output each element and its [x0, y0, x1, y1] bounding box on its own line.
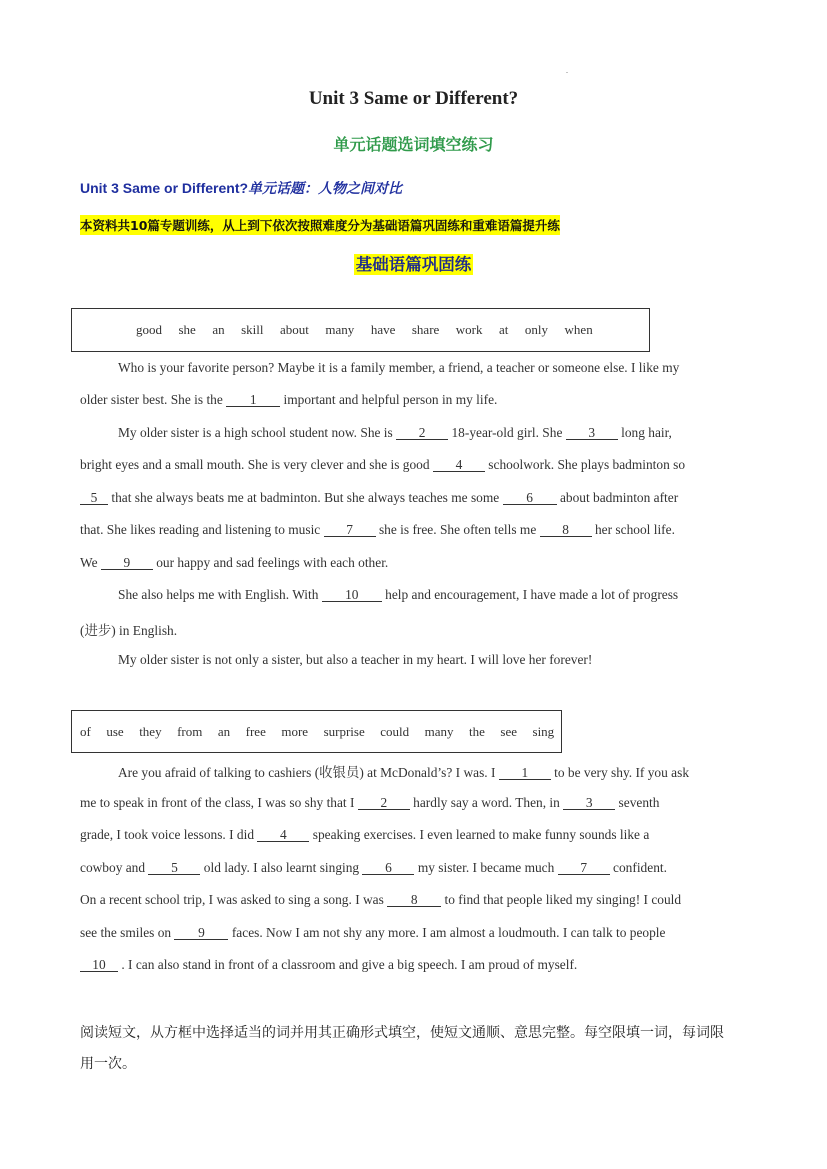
topic-line	[80, 178, 402, 198]
word-bank-word: she	[178, 322, 196, 337]
word-bank-word: from	[177, 723, 203, 739]
answer-blank[interactable]: 9	[101, 556, 153, 570]
word-bank-word: skill	[241, 322, 264, 337]
word-bank-word: sing	[532, 723, 555, 739]
passage1-line: that. She likes reading and listening to music 7 she is free. She often tells me 8 her school life.	[80, 522, 675, 537]
passage1-line: My older sister is not only a sister, but also a teacher in my heart. I will love her forever!	[118, 652, 593, 667]
word-bank-word: see	[500, 723, 518, 739]
section-heading	[0, 251, 827, 275]
word-bank-word: work	[455, 322, 483, 337]
answer-blank[interactable]: 2	[396, 426, 448, 440]
passage1-line: bright eyes and a small mouth. She is very clever and she is good 4 schoolwork. She plays badminton so	[80, 457, 686, 472]
answer-blank[interactable]: 4	[257, 828, 309, 842]
answer-blank[interactable]: 10	[80, 958, 118, 972]
passage2-line: 10 . I can also stand in front of a classroom and give a big speech. I am proud of myself.	[80, 957, 577, 973]
passage1-line: (进步) in English.	[80, 623, 178, 638]
answer-blank[interactable]: 2	[358, 796, 410, 810]
instructions-line: 阅读短文，从方框中选择适当的词并用其正确形式填空，使短文通顺、意思完整。每空限填一词，每词限	[80, 1025, 724, 1041]
topic-theme: 单元话题：人物之间对比	[248, 181, 403, 197]
section-heading-text: 基础语篇巩固练	[355, 255, 472, 274]
word-bank-word: about	[280, 322, 309, 337]
passage1-line: My older sister is a high school student now. She is 2 18-year-old girl. She 3 long hair,	[118, 425, 672, 440]
word-bank-word: share	[411, 322, 440, 337]
word-bank-word: many	[325, 322, 355, 337]
passage2-line: Are you afraid of talking to cashiers (收银员) at McDonald’s? I was. I 1 to be very shy. If you ask	[118, 765, 690, 780]
word-bank-word: surprise	[323, 723, 365, 739]
passage2-line: grade, I took voice lessons. I did 4 speaking exercises. I even learned to make funny sounds like a	[80, 827, 650, 842]
answer-blank[interactable]: 3	[563, 796, 615, 810]
passage1-line: Who is your favorite person? Maybe it is a family member, a friend, a teacher or someone else. I like my	[118, 360, 680, 375]
answer-blank[interactable]: 1	[226, 393, 280, 407]
word-bank-word: an	[212, 322, 225, 337]
word-bank-word: they	[139, 723, 162, 739]
passage1-line: 5 that she always beats me at badminton. But she always teaches me some 6 about badminton after	[80, 490, 678, 506]
answer-blank[interactable]: 7	[324, 523, 376, 537]
answer-blank[interactable]: 7	[558, 861, 610, 875]
answer-blank[interactable]: 6	[362, 861, 414, 875]
word-bank-word: of	[80, 723, 91, 739]
notice-banner: 本资料共10篇专题训练，从上到下依次按照难度分为基础语篇巩固练和重难语篇提升练	[80, 215, 560, 235]
answer-blank[interactable]: 1	[499, 766, 551, 780]
page-subtitle: 单元话题选词填空练习	[333, 135, 494, 154]
word-bank-2	[71, 710, 562, 753]
word-bank-word: free	[245, 723, 266, 739]
page-title: Unit 3 Same or Different?	[308, 88, 519, 109]
word-bank-word: many	[424, 723, 454, 739]
answer-blank[interactable]: 8	[387, 893, 441, 907]
answer-blank[interactable]: 6	[503, 491, 557, 505]
word-bank-word: an	[217, 723, 231, 739]
passage1-line: We 9 our happy and sad feelings with each other.	[80, 555, 389, 570]
word-bank-word: could	[380, 723, 410, 739]
passage2-line: see the smiles on 9 faces. Now I am not shy any more. I am almost a loudmouth. I can talk to people	[80, 925, 666, 940]
answer-blank[interactable]: 3	[566, 426, 618, 440]
word-bank-word: more	[281, 723, 309, 739]
answer-blank[interactable]: 5	[148, 861, 200, 875]
instructions-line: 用一次。	[80, 1056, 136, 1072]
stray-dot: .	[566, 66, 568, 75]
word-bank-word: good	[136, 322, 162, 337]
answer-blank[interactable]: 5	[80, 491, 108, 505]
passage1-line: She also helps me with English. With 10 help and encouragement, I have made a lot of progress	[118, 587, 679, 602]
word-bank-word: only	[524, 322, 549, 337]
topic-unit: Unit 3 Same or Different?	[80, 180, 249, 196]
word-bank-word: use	[106, 723, 124, 739]
word-bank-word: when	[564, 322, 593, 337]
word-bank-1	[71, 308, 650, 352]
word-bank-word: have	[370, 322, 396, 337]
answer-blank[interactable]: 4	[433, 458, 485, 472]
passage2-line: cowboy and 5 old lady. I also learnt singing 6 my sister. I became much 7 confident.	[80, 860, 667, 875]
passage2-line: On a recent school trip, I was asked to sing a song. I was 8 to find that people liked my singing! I could	[80, 892, 682, 907]
passage2-line: me to speak in front of the class, I was so shy that I 2 hardly say a word. Then, in 3 seventh	[80, 795, 660, 810]
answer-blank[interactable]: 10	[322, 588, 382, 602]
answer-blank[interactable]: 9	[174, 926, 228, 940]
word-bank-word: at	[499, 322, 509, 337]
passage1-line: older sister best. She is the 1 important and helpful person in my life.	[80, 392, 498, 407]
word-bank-word: the	[469, 723, 485, 739]
answer-blank[interactable]: 8	[540, 523, 592, 537]
